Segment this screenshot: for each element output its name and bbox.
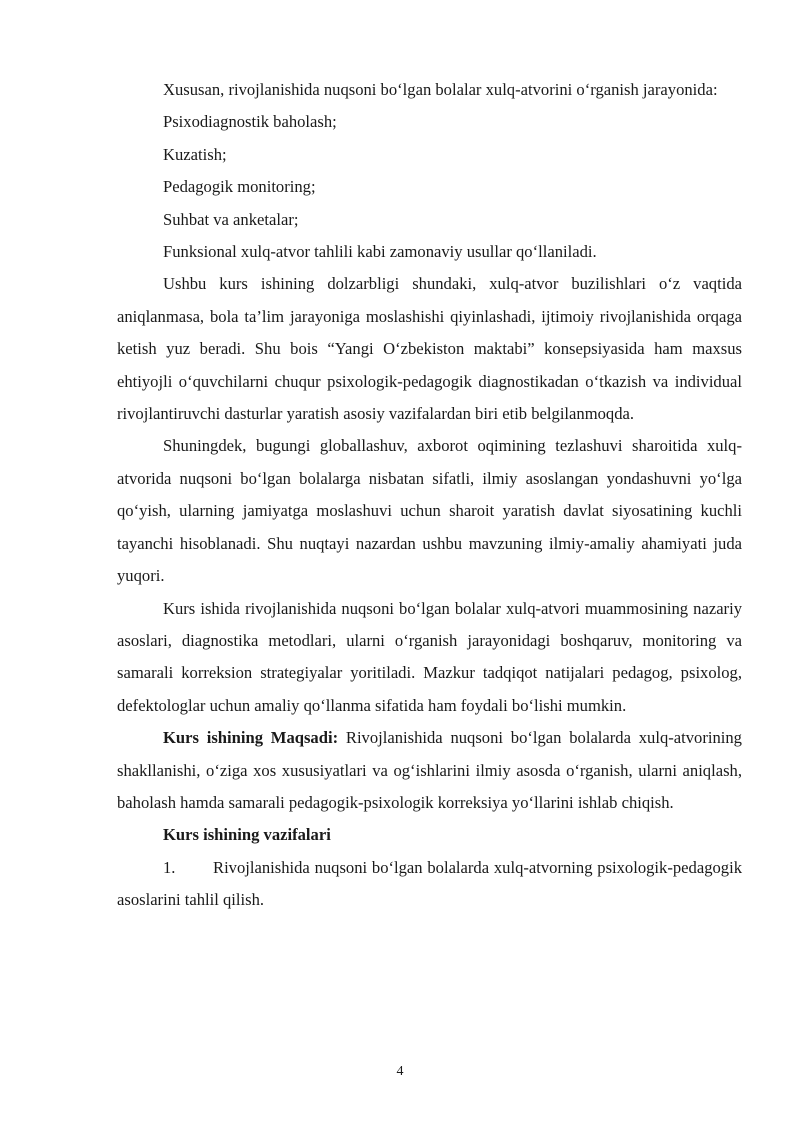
goal-label: Kurs ishining Maqsadi:	[163, 728, 339, 748]
task-number: 1.	[163, 857, 176, 877]
method-item: Funksional xulq-atvor tahlili kabi zamonaviy usullar qo‘llaniladi.	[163, 242, 597, 262]
document-page	[117, 74, 742, 917]
tasks-heading: Kurs ishining vazifalari	[163, 825, 331, 845]
goal-text: Rivojlanishida nuqsoni bo‘lgan bolalarda xulq-atvorining shakllanishi, o‘ziga xos xususiyatlari va og‘ishlarini ilmiy asosda o‘rganish, ularni aniqlash, baholash hamda samarali pedagogik-psixologik korreksiya yo‘llarini ishlab chiqish.	[117, 728, 742, 812]
task-item	[117, 852, 742, 917]
content-paragraph: Kurs ishida rivojlanishida nuqsoni bo‘lgan bolalar xulq-atvori muammosining nazariy asoslari, diagnostika metodlari, ularni o‘rganish jarayonidagi boshqaruv, monitoring va samarali korreksion strategiyalar yoritiladi. Mazkur tadqiqot natijalari pedagog, psixolog, defektologlar uchun amaliy qo‘llanma sifatida ham foydali bo‘lishi mumkin.	[117, 598, 742, 715]
task-text: Rivojlanishida nuqsoni bo‘lgan bolalarda xulq-atvorning psixologik-pedagogik asoslarini tahlil qilish.	[117, 857, 742, 910]
globalization-paragraph: Shuningdek, bugungi globallashuv, axborot oqimining tezlashuvi sharoitida xulq-atvorida nuqsoni bo‘lgan bolalarga nisbatan sifatli, ilmiy asoslangan yondashuvni yo‘lga qo‘yish, ularning jamiyatga moslashuvi uchun sharoit yaratish davlat siyosatining kuchli tayanchi hisoblanadi. Shu nuqtayi nazardan ushbu mavzuning ilmiy-amaliy ahamiyati juda yuqori.	[117, 436, 742, 586]
intro-paragraph: Xususan, rivojlanishida nuqsoni bo‘lgan bolalar xulq-atvorini o‘rganish jarayonida:	[163, 80, 718, 99]
page-number: 4	[396, 1064, 404, 1079]
method-item: Psixodiagnostik baholash;	[163, 112, 337, 132]
method-item: Suhbat va anketalar;	[163, 209, 299, 229]
method-item: Kuzatish;	[163, 144, 227, 164]
goal-paragraph	[117, 722, 742, 819]
relevance-paragraph: Ushbu kurs ishining dolzarbligi shundaki, xulq-atvor buzilishlari o‘z vaqtida aniqlanmasa, bola ta’lim jarayoniga moslashishi qiyinlashadi, ijtimoiy rivojlanishida orqaga ketish yuz beradi. Shu bois “Yangi O‘zbekiston maktabi” konsepsiyasida ham maxsus ehtiyojli o‘quvchilarni chuqur psixologik-pedagogik diagnostikadan o‘tkazish va individual rivojlantiruvchi dasturlar yaratish asosiy vazifalardan biri etib belgilanmoqda.	[117, 274, 742, 424]
method-item: Pedagogik monitoring;	[163, 177, 316, 197]
